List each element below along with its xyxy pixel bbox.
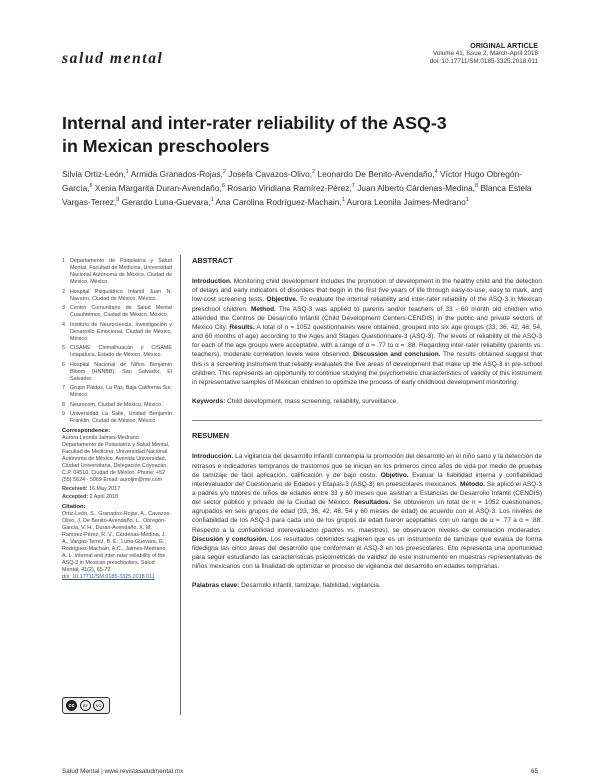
- author-affiliation-mark: 7: [351, 183, 355, 190]
- author-name: Leonardo De Benito-Avendaño,: [317, 168, 435, 179]
- main-column: [192, 256, 542, 591]
- citation-label: Citation:: [62, 503, 86, 510]
- resumen-objective-label: Objetivo.: [380, 471, 409, 479]
- author-name: Rosario Viridiana Ramírez-Pérez,: [227, 183, 352, 193]
- affiliation-item: [62, 289, 172, 303]
- doi[interactable]: doi: 10.17711/SM.0185-3325.2018.011: [429, 58, 538, 66]
- affiliation-item: [62, 258, 172, 286]
- author-affiliation-mark: 1: [210, 197, 214, 204]
- resumen-objective: Evaluar la fiabilidad interna y confiabilidad interevaluador del Cuestionario de Edades y Etapas-3 (ASQ-3) en preescolares mexicanos.: [192, 471, 543, 488]
- keywords-value: Child development, mass screening, reliability, surveillance.: [227, 398, 399, 406]
- author-name: Juan Alberto Cárdenas-Medina,: [357, 183, 475, 193]
- author-name: Blanca Estela Vargas-Terrez,: [62, 183, 532, 208]
- abstract-discussion-label: Discussion and conclusion.: [353, 351, 441, 359]
- author-name: Armida Granados-Rojas,: [130, 168, 223, 179]
- author-name: Aurora Leonila Jaimes-Medrano: [346, 197, 466, 208]
- author-affiliation-mark: 1: [341, 197, 345, 204]
- affiliation-number: 1: [62, 258, 65, 264]
- journal-logo: salud mental: [62, 50, 164, 67]
- palabras-clave-label: Palabras clave:: [192, 582, 240, 590]
- resumen-discussion-label: Discusión y conclusión.: [192, 535, 268, 543]
- abstract-method-label: Method.: [250, 305, 276, 313]
- article-type: ORIGINAL ARTICLE: [470, 41, 538, 50]
- resumen-results: Se obtuvieron un total de n = 1052 cuestionarios, agrupados en seis grupos de edad (33, 36, 42, 48, 54 y 60 meses de edad) de acuerdo con el ASQ-3. Los niveles de confiabilidad de los ASQ-3 para cada uno de los grupos de edad fueron aceptables con un rango de α = .77 a α = .88. Respecto a la confiabilidad interevaluador (padres vs. maestros), se observaron niveles de correlación moderados.: [192, 499, 543, 534]
- resumen-results-label: Resultados.: [353, 499, 391, 507]
- citation-doi-link[interactable]: doi: 10.17711/SM.0185-3325.2018.011: [62, 574, 155, 581]
- cc-icon: cc: [66, 700, 77, 711]
- author-name: Xenia Margarita Duran-Avendaño,: [94, 183, 222, 193]
- author-affiliation-mark: 5: [89, 183, 93, 190]
- abstract-intro: Monitoring child development includes the promotion of development in the healthy child and the detection of delays and early indicators of disorders that begin in the first five years of life through easy-to-use, easy to mark, and low-cost screening tests.: [192, 278, 542, 304]
- affiliation-number: 7: [62, 385, 65, 392]
- abstract-results: A total of n = 1052 questionnaires were obtained, grouped into six age groups (33, 36, 42, 48, 54, and 60 months of age) according to the Ages and Stages Questionnaire-3 (ASQ-3). The levels of reliability of the ASQ-3 for each of the age groups were acceptable, with a range of α = .77 to α = .88. Regarding inter-rater reliability (parents vs. teachers), moderate correlation levels were observed.: [192, 323, 542, 359]
- affiliation-item: [62, 402, 172, 409]
- sidebar-column: [62, 258, 172, 581]
- affiliation-number: 9: [62, 411, 65, 418]
- author-affiliation-mark: 1: [465, 197, 469, 204]
- affiliation-number: 4: [62, 321, 65, 328]
- abstract-heading: ABSTRACT: [192, 256, 233, 265]
- affiliation-text: CISAME Chimalhuacán y CISAME Ixtapaluca, Estado de México, México.: [70, 345, 172, 359]
- author-list: [62, 166, 542, 209]
- footer-website-link[interactable]: www.revistasaludmental.mx: [104, 768, 184, 775]
- affiliation-number: 2: [62, 288, 65, 295]
- section-divider: [192, 420, 542, 421]
- footer-journal: [62, 768, 183, 775]
- author-name: Silvia Ortiz-León,: [62, 168, 126, 179]
- received-value: 16 May 2017: [88, 486, 121, 493]
- title-line-1: Internal and inter-rater reliability of the ASQ-3: [62, 113, 447, 133]
- affiliation-item: [62, 362, 172, 383]
- author-affiliation-mark: 2: [312, 169, 316, 175]
- author-affiliation-mark: 4: [434, 169, 438, 175]
- abstract-objective-label: Objective.: [266, 296, 298, 304]
- abstract-results-label: Results.: [229, 323, 255, 331]
- resumen-method: Se aplicó el ASQ-3 a padres y/o tutores de niños de edades entre 33 y 60 meses que asistían a Estancias de Desarrollo Infantil (CENDIS) del sector público y privado de la Ciudad de México.: [192, 480, 543, 507]
- affiliation-text: Hospital Psiquiátrico Infantil Juan N. Navarro, Ciudad de México, México.: [70, 288, 172, 302]
- resumen-method-label: Método.: [459, 480, 485, 488]
- affiliation-item: [62, 322, 172, 343]
- author-affiliation-mark: 8: [474, 183, 479, 190]
- footer-journal-name: Salud Mental: [62, 768, 100, 775]
- resumen-heading: RESUMEN: [192, 431, 229, 441]
- title-line-2: in Mexican preschoolers: [62, 136, 270, 156]
- author-affiliation-mark: 6: [221, 183, 225, 190]
- abstract-keywords: [192, 397, 542, 406]
- affiliation-number: 3: [62, 305, 65, 312]
- author-name: Gerardo Luna-Guevara,: [121, 197, 211, 208]
- abstract-discussion: The results obtained suggest that this is a screening instrument that reliably evaluates the five areas of development that make up the ASQ-3 in pre-school children. This represents an opportunity to continue studying the psychometric characteristics of validity of this instrument in representative samples of Mexican children to optimize the process of early childhood development monitoring.: [192, 351, 542, 386]
- keywords-label: Keywords:: [192, 398, 226, 406]
- nc-icon: NC: [93, 700, 104, 711]
- author-affiliation-mark: 2: [222, 169, 226, 175]
- resumen-intro-label: Introducción.: [192, 453, 234, 461]
- abstract-method: The ASQ-3 was applied to parents and/or teachers of 33 - 60 month old children who attended the Centros de Desarrollo Infantil (Child Development Centers-CENDIS) in the public and private sectors of Mexico City.: [192, 305, 542, 331]
- abstract-objective: To evaluate the internal reliability and inter-rater reliability of the ASQ-3 in Mexican preschool children.: [192, 296, 542, 313]
- footer-separator: |: [101, 768, 103, 775]
- affiliation-number: 5: [62, 345, 65, 352]
- affiliation-text: Grupo Paidos, La Paz, Baja California Sur, México.: [70, 385, 172, 399]
- resumen-keywords: [192, 581, 542, 590]
- author-affiliation-mark: 1: [125, 169, 129, 175]
- affiliation-list: [62, 258, 172, 425]
- page-number: 65: [530, 768, 538, 775]
- by-icon: BY: [80, 700, 91, 711]
- author-name: Ana Carolina Rodríguez-Machain,: [215, 197, 342, 208]
- affiliation-text: Departamento de Psiquiatría y Salud Mental, Facultad de Medicina, Universidad Nacional Autónoma de México, Ciudad de México, México.: [70, 258, 172, 286]
- citation-text: Ortiz-León, S., Granados-Rojas, A., Cavazos-Olivo, J. De Benito-Avendaño, L., Obregón-García, V. H., Duran-Avendaño, X. M. Ramírez-Pérez, R. V., Cárdenas-Medina, J. A., Vargas-Terrez, B. E., Luna-Guevara, G., Rodríguez-Machain, A.C., Jaimes-Medrano, A. L. Internal and inter-rater reliability of the ASQ-3 in Mexican preschoolers. Salud Mental, 41(2), 65-72.: [62, 510, 172, 573]
- received-date: [62, 486, 172, 493]
- accepted-label: Accepted:: [62, 493, 89, 500]
- affiliation-number: 8: [62, 401, 65, 408]
- affiliation-text: Hospital Nacional de Niños Benjamin Bloom (HNNBB), San Salvador, El Salvador.: [70, 361, 172, 382]
- accepted-value: 2 April 2018: [89, 493, 119, 500]
- resumen-intro: La vigilancia del desarrollo infantil contempla la promoción del desarrollo en el niño sano y la detección de retrasos e indicadores tempranos de trastornos que se inician en los primeros cinco años de vida por medio de pruebas de tamizaje de fácil aplicación, calificación y de bajo costo.: [192, 453, 542, 479]
- accepted-date: [62, 494, 172, 501]
- author-name: Josefa Cavazos-Olivo,: [228, 168, 313, 179]
- cc-license-badge[interactable]: [62, 697, 110, 714]
- affiliation-text: Instituto de Neurociencia, Investigación y Desarrollo Emocional, Ciudad de México, México.: [70, 321, 172, 342]
- column-divider: [180, 255, 181, 715]
- correspondence-text: Aurora Leonila Jaimes-Medrano Departamento de Psiquiatría y Salud Mental, Facultad de Medicina, Universidad Nacional Autónoma de México. Avenida Universidad, Ciudad Universitaria, Delegación Coyoacán, C.P. 04510, Ciudad de México. Phone: +52 (55) 5624 - 5069 Email: auroljm@me.com: [62, 435, 170, 484]
- affiliation-text: Neurocom, Ciudad de México, México.: [70, 401, 163, 408]
- article-header-info: [430, 42, 538, 67]
- abstract-intro-label: Introduction.: [192, 278, 232, 286]
- resumen-discussion: Los resultados obtenidos sugieren que es un instrumento de tamizaje que evalúa de forma fidedigna las cinco áreas del desarrollo que conforman el ASQ-3 en los preescolares. Ello representa una oportunidad para seguir estudiando las características psicométricas de validez de este instrumento en muestras representativas de niños mexicanos con la finalidad de optimizar el proceso de vigilancia del desarrollo en edades tempranas.: [192, 535, 543, 571]
- resumen-body: [192, 452, 542, 571]
- abstract-body: [192, 277, 542, 387]
- affiliation-item: [62, 345, 172, 359]
- affiliation-item: [62, 411, 172, 425]
- affiliation-item: [62, 385, 172, 399]
- received-label: Received:: [62, 486, 88, 493]
- affiliation-text: Centro Comunitario de Salud Mental Cuauhtémoc, Ciudad de México, México.: [70, 305, 172, 319]
- volume-info: Volume 41, Issue 2, March-April 2018: [432, 50, 538, 58]
- palabras-clave-value: Desarrollo infantil, tamizaje, fiabilidad, vigilancia.: [241, 582, 381, 590]
- affiliation-item: [62, 305, 172, 319]
- article-title: [62, 112, 532, 158]
- author-affiliation-mark: 9: [116, 197, 120, 204]
- author-name: Víctor Hugo Obregón-García,: [62, 168, 522, 193]
- affiliation-number: 6: [62, 361, 65, 368]
- correspondence-label: Correspondence:: [62, 428, 110, 435]
- affiliation-text: Universidad La Salle, Unidad Benjamín Franklin, Ciudad de México, México.: [70, 411, 172, 425]
